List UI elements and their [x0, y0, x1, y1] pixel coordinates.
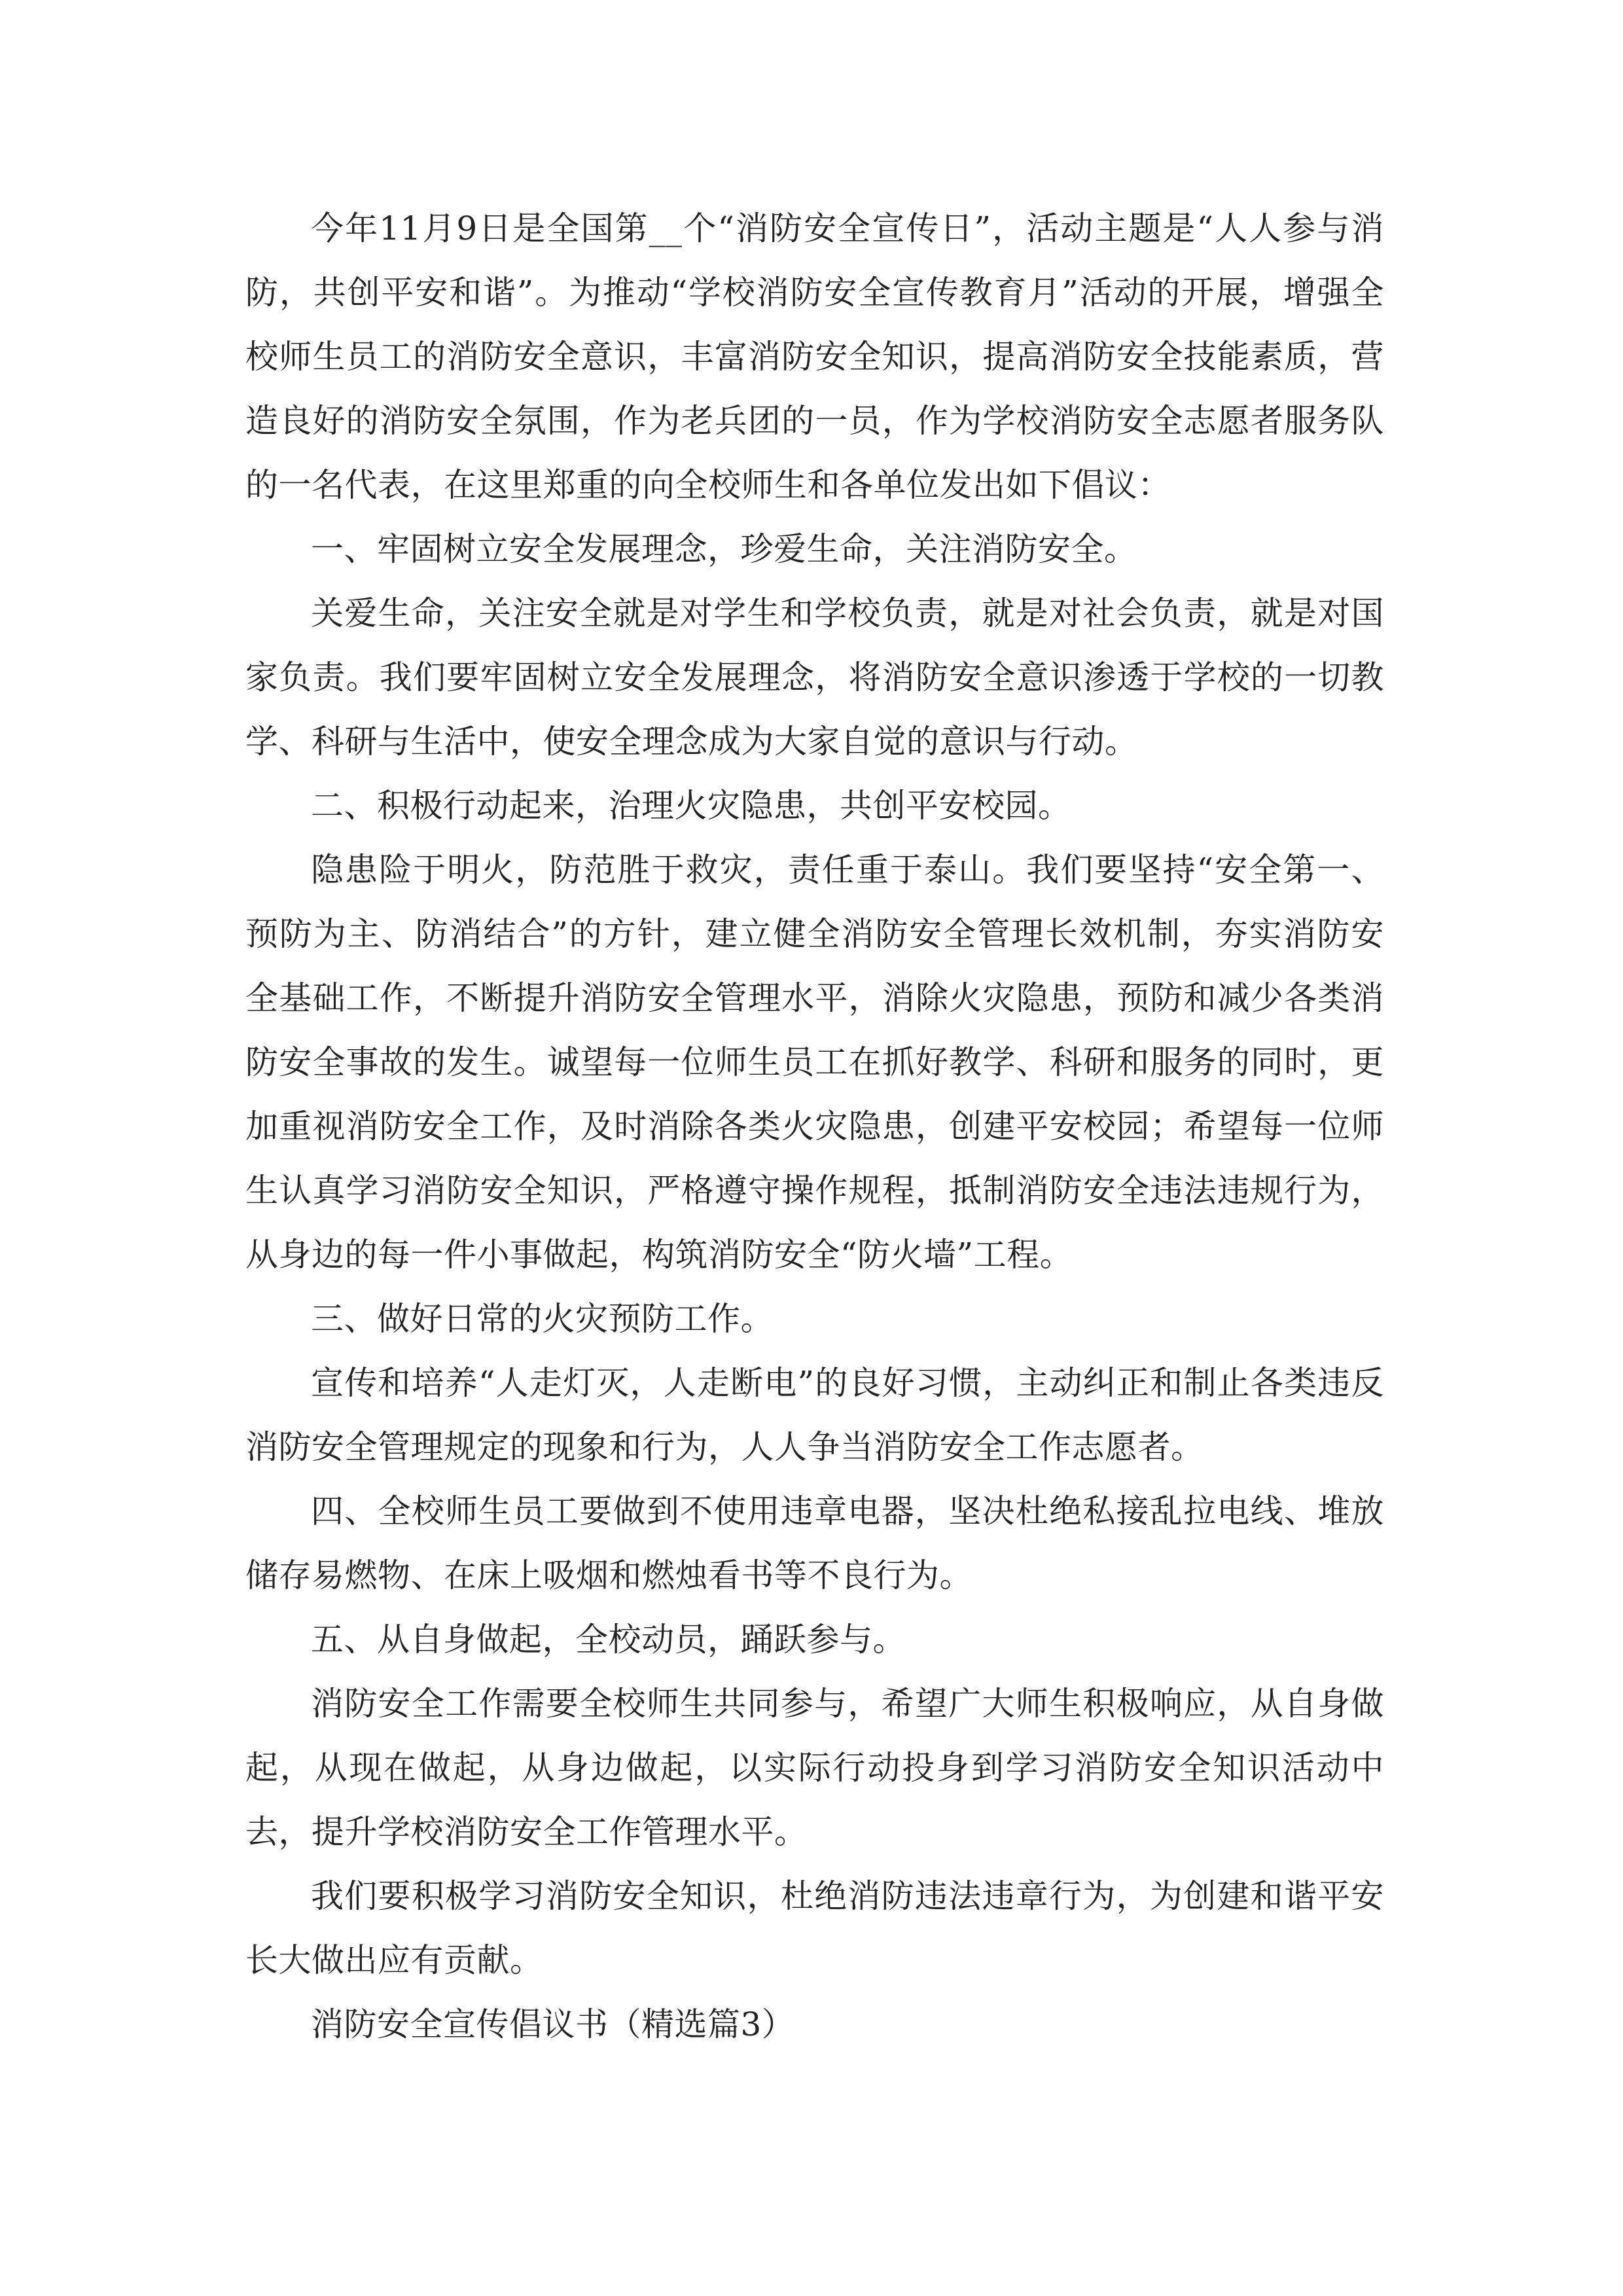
section-heading-2: 二、积极行动起来，治理火灾隐患，共创平安校园。 [311, 787, 1071, 825]
document-body [245, 196, 1384, 2056]
section-body-5: 消防安全工作需要全校师生共同参与，希望广大师生积极响应，从自身做起，从现在做起，从身边做起，以实际行动投身到学习消防安全知识活动中去，提升学校消防安全工作管理水平。 [245, 1685, 1384, 1851]
next-article-title: 消防安全宣传倡议书（精选篇3） [311, 2005, 795, 2043]
section-heading-5: 五、从自身做起，全校动员，踊跃参与。 [311, 1621, 906, 1659]
section-body-2: 隐患险于明火，防范胜于救灾，责任重于泰山。我们要坚持“安全第一、预防为主、防消结合”的方针，建立健全消防安全管理长效机制，夯实消防安全基础工作，不断提升消防安全管理水平，消除火灾隐患，预防和减少各类消防安全事故的发生。诚望每一位师生员工在抓好教学、科研和服务的同时，更加重视消防安全工作，及时消除各类火灾隐患，创建平安校园；希望每一位师生认真学习消防安全知识，严格遵守操作规程，抵制消防安全违法违规行为，从身边的每一件小事做起，构筑消防安全“防火墙”工程。 [245, 851, 1384, 1274]
intro-paragraph: 今年11月9日是全国第__个“消防安全宣传日”，活动主题是“人人参与消防，共创平安和谐”。为推动“学校消防安全宣传教育月”活动的开展，增强全校师生员工的消防安全意识，丰富消防安全知识，提高消防安全技能素质，营造良好的消防安全氛围，作为老兵团的一员，作为学校消防安全志愿者服务队的一名代表，在这里郑重的向全校师生和各单位发出如下倡议： [245, 209, 1384, 504]
section-body-1: 关爱生命，关注安全就是对学生和学校负责，就是对社会负责，就是对国家负责。我们要牢固树立安全发展理念，将消防安全意识渗透于学校的一切教学、科研与生活中，使安全理念成为大家自觉的意识与行动。 [245, 594, 1384, 761]
section-heading-4: 四、全校师生员工要做到不使用违章电器，坚决杜绝私接乱拉电线、堆放储存易燃物、在床上吸烟和燃烛看书等不良行为。 [245, 1492, 1384, 1594]
closing-paragraph: 我们要积极学习消防安全知识，杜绝消防违法违章行为，为创建和谐平安长大做出应有贡献。 [245, 1877, 1384, 1979]
section-body-3: 宣传和培养“人走灯灭，人走断电”的良好习惯，主动纠正和制止各类违反消防安全管理规定的现象和行为，人人争当消防安全工作志愿者。 [245, 1364, 1384, 1466]
section-heading-3: 三、做好日常的火灾预防工作。 [311, 1300, 774, 1338]
section-heading-1: 一、牢固树立安全发展理念，珍爱生命，关注消防安全。 [311, 530, 1137, 568]
